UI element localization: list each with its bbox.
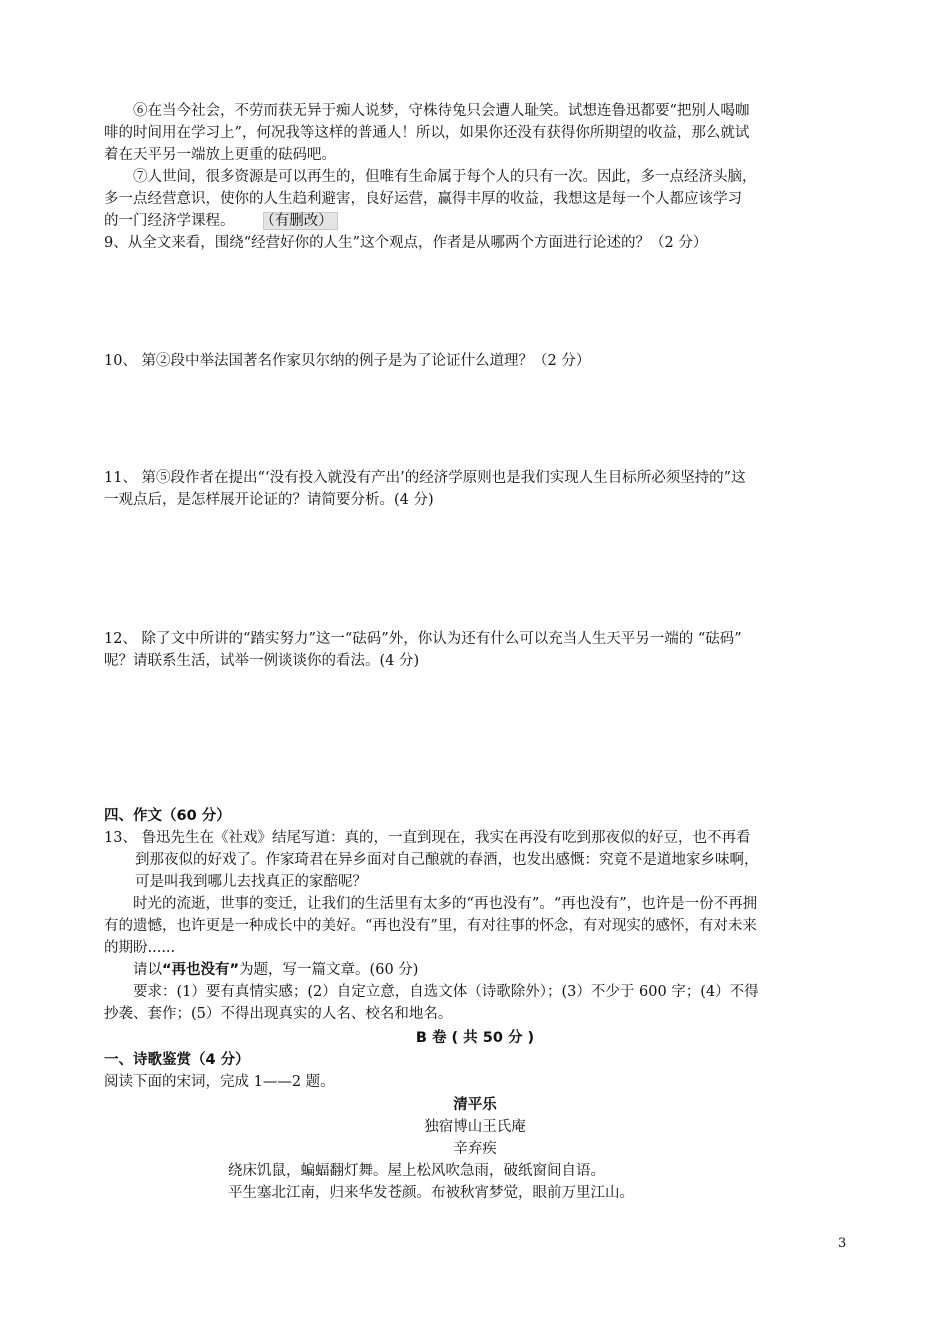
question-13-line-5: 有的遗憾，也许更是一种成长中的美好。“再也没有”里，有对往事的怀念，有对现实的感怀，有对未来 — [104, 918, 757, 934]
paragraph-6-line-1: ⑥在当今社会，不劳而获无异于痴人说梦，守株待兔只会遭人耻笑。试想连鲁迅都要“把别人喝咖 — [133, 103, 750, 119]
poetry-instruction: 阅读下面的宋词，完成 1——2 题。 — [104, 1074, 335, 1090]
paragraph-7-line-3 — [104, 210, 338, 232]
section-b-title: B 卷 ( 共 50 分 ) — [415, 1030, 535, 1046]
question-13-line-4: 时光的流逝，世事的变迁，让我们的生活里有太多的“再也没有”。“再也没有”，也许是一份不再拥 — [133, 896, 758, 912]
essay-prompt-title: “再也没有” — [162, 962, 240, 978]
paragraph-6-line-2: 啡的时间用在学习上”，何况我等这样的普通人！所以，如果你还没有获得你所期望的收益，那么就试 — [104, 125, 750, 141]
essay-prompt-post: 为题，写一篇文章。(60 分) — [239, 962, 419, 978]
question-9: 9、从全文来看，围绕“经营好你的人生”这个观点，作者是从哪两个方面进行论述的？（2 分） — [104, 235, 708, 251]
poem-subtitle: 独宿博山王氏庵 — [424, 1119, 526, 1135]
question-12-line-1: 12、 除了文中所讲的“踏实努力”这一“砝码”外，你认为还有什么可以充当人生天平另一端的 “砝码” — [104, 631, 742, 647]
poem-line-2: 平生塞北江南，归来华发苍颜。布被秋宵梦觉，眼前万里江山。 — [228, 1185, 634, 1201]
essay-requirements-line-1: 要求：(1）要有真情实感；(2）自定立意，自选文体（诗歌除外）；(3）不少于 600 字；(4）不得 — [133, 984, 759, 1000]
paragraph-7-line-1: ⑦人世间，很多资源是可以再生的，但唯有生命属于每个人的只有一次。因此，多一点经济头脑， — [133, 169, 757, 185]
essay-section-title: 四、作文（60 分） — [104, 808, 231, 824]
essay-prompt-pre: 请以 — [133, 962, 162, 978]
question-13-line-1: 13、 鲁迅先生在《社戏》结尾写道：真的，一直到现在，我实在再没有吃到那夜似的好豆，也不再看 — [104, 830, 751, 846]
paragraph-6-line-3: 着在天平另一端放上更重的砝码吧。 — [104, 147, 336, 163]
question-10: 10、 第②段中举法国著名作家贝尔纳的例子是为了论证什么道理？（2 分） — [104, 353, 591, 369]
paragraph-7-line-2: 多一点经营意识，使你的人生趋利避害，良好运营，赢得丰厚的收益，我想这是每一个人都应该学习 — [104, 191, 742, 207]
edited-note: （有删改） — [263, 212, 338, 230]
essay-prompt — [133, 959, 418, 981]
poem-author: 辛弃疾 — [453, 1141, 497, 1157]
question-13-line-6: 的期盼...... — [104, 940, 176, 956]
question-11-line-1: 11、 第⑤段作者在提出“‘没有投入就没有产出’的经济学原则也是我们实现人生目标所必须坚持的”这 — [104, 470, 746, 486]
paragraph-7-line-3-text: 的一门经济学课程。 — [104, 213, 235, 229]
question-13-line-3: 可是叫我到哪儿去找真正的家醅呢？ — [135, 874, 367, 890]
essay-requirements-line-2: 抄袭、套作；(5）不得出现真实的人名、校名和地名。 — [104, 1006, 453, 1022]
question-12-line-2: 呢？请联系生活，试举一例谈谈你的看法。(4 分) — [104, 653, 420, 669]
question-13-line-2: 到那夜似的好戏了。作家琦君在异乡面对自己酿就的春酒，也发出感慨：究竟不是道地家乡味啊， — [135, 852, 759, 868]
poem-title: 清平乐 — [453, 1097, 497, 1113]
poetry-section-title: 一、诗歌鉴赏（4 分） — [104, 1052, 250, 1068]
poem-line-1: 绕床饥鼠，蝙蝠翻灯舞。屋上松风吹急雨，破纸窗间自语。 — [228, 1163, 605, 1179]
question-11-line-2: 一观点后，是怎样展开论证的？请简要分析。(4 分) — [104, 492, 434, 508]
page-number: 3 — [838, 1236, 847, 1251]
